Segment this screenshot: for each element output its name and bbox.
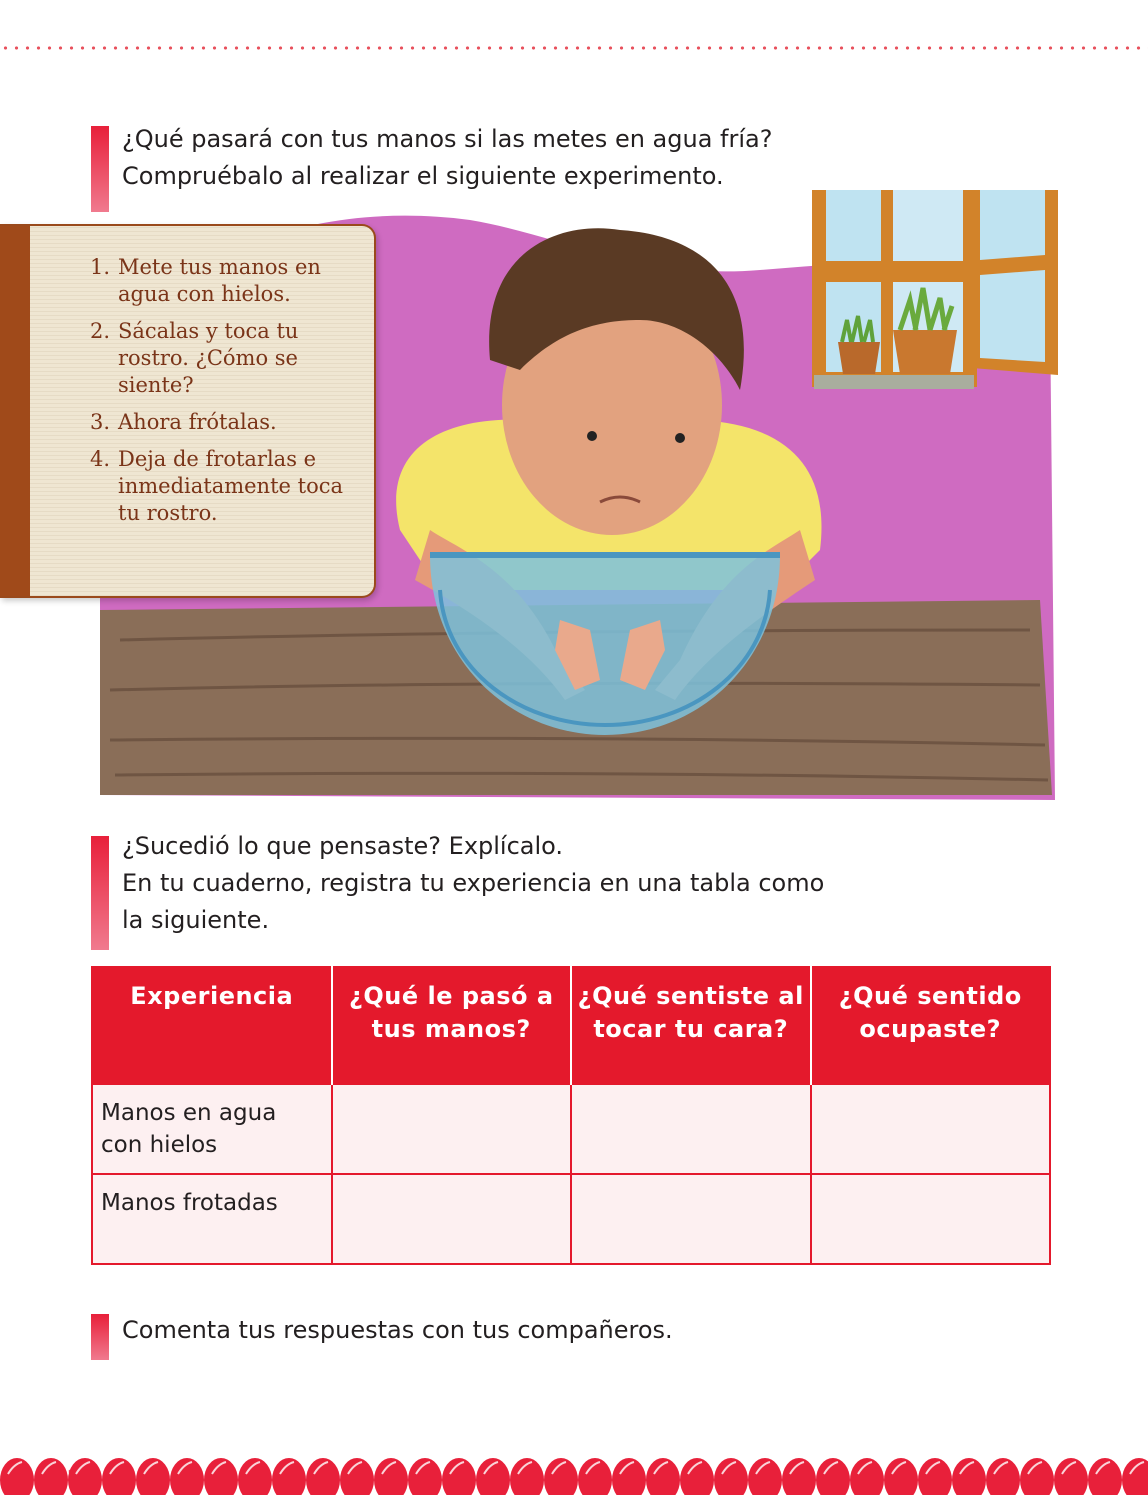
instruction-list	[90, 254, 370, 537]
prompt-marker	[91, 1314, 109, 1360]
table-cell	[571, 1084, 811, 1174]
table-cell	[811, 1084, 1051, 1174]
table-row	[92, 1174, 1050, 1264]
table-cell	[332, 1084, 572, 1174]
table-cell: Manos en agua con hielos	[92, 1084, 332, 1174]
header-sentido: ¿Qué sentido ocupaste?	[811, 966, 1051, 1084]
header-manos: ¿Qué le pasó a tus manos?	[332, 966, 572, 1084]
intro-prompt	[122, 121, 772, 195]
dotted-border	[0, 46, 1148, 50]
header-experiencia: Experiencia	[92, 966, 332, 1084]
experience-table	[91, 966, 1051, 1265]
header-sentiste: ¿Qué sentiste al tocar tu cara?	[571, 966, 811, 1084]
question-prompt	[122, 828, 824, 939]
scalloped-border	[0, 1440, 1148, 1495]
intro-line-1: ¿Qué pasará con tus manos si las metes en agua fría?	[122, 125, 773, 153]
table-cell	[811, 1174, 1051, 1264]
table-row	[92, 1084, 1050, 1174]
card-edge	[0, 226, 30, 596]
closing-prompt: Comenta tus respuestas con tus compañeros.	[122, 1316, 673, 1344]
list-item: 1. Mete tus manos en agua con hielos.	[90, 255, 321, 306]
question-line-2: En tu cuaderno, registra tu experiencia en una tabla como	[122, 869, 825, 897]
table-cell	[571, 1174, 811, 1264]
table-cell: Manos frotadas	[92, 1174, 332, 1264]
intro-line-2: Compruébalo al realizar el siguiente experimento.	[122, 162, 724, 190]
table-header-row	[92, 966, 1050, 1084]
prompt-marker	[91, 836, 109, 950]
question-line-1: ¿Sucedió lo que pensaste? Explícalo.	[122, 832, 564, 860]
list-item: 3. Ahora frótalas.	[90, 410, 277, 434]
list-item: 4. Deja de frotarlas e inmediatamente toca tu rostro.	[90, 447, 343, 525]
list-item: 2. Sácalas y toca tu rostro. ¿Cómo se siente?	[90, 319, 299, 397]
question-line-3: la siguiente.	[122, 906, 270, 934]
window	[812, 190, 1058, 389]
table-cell	[332, 1174, 572, 1264]
